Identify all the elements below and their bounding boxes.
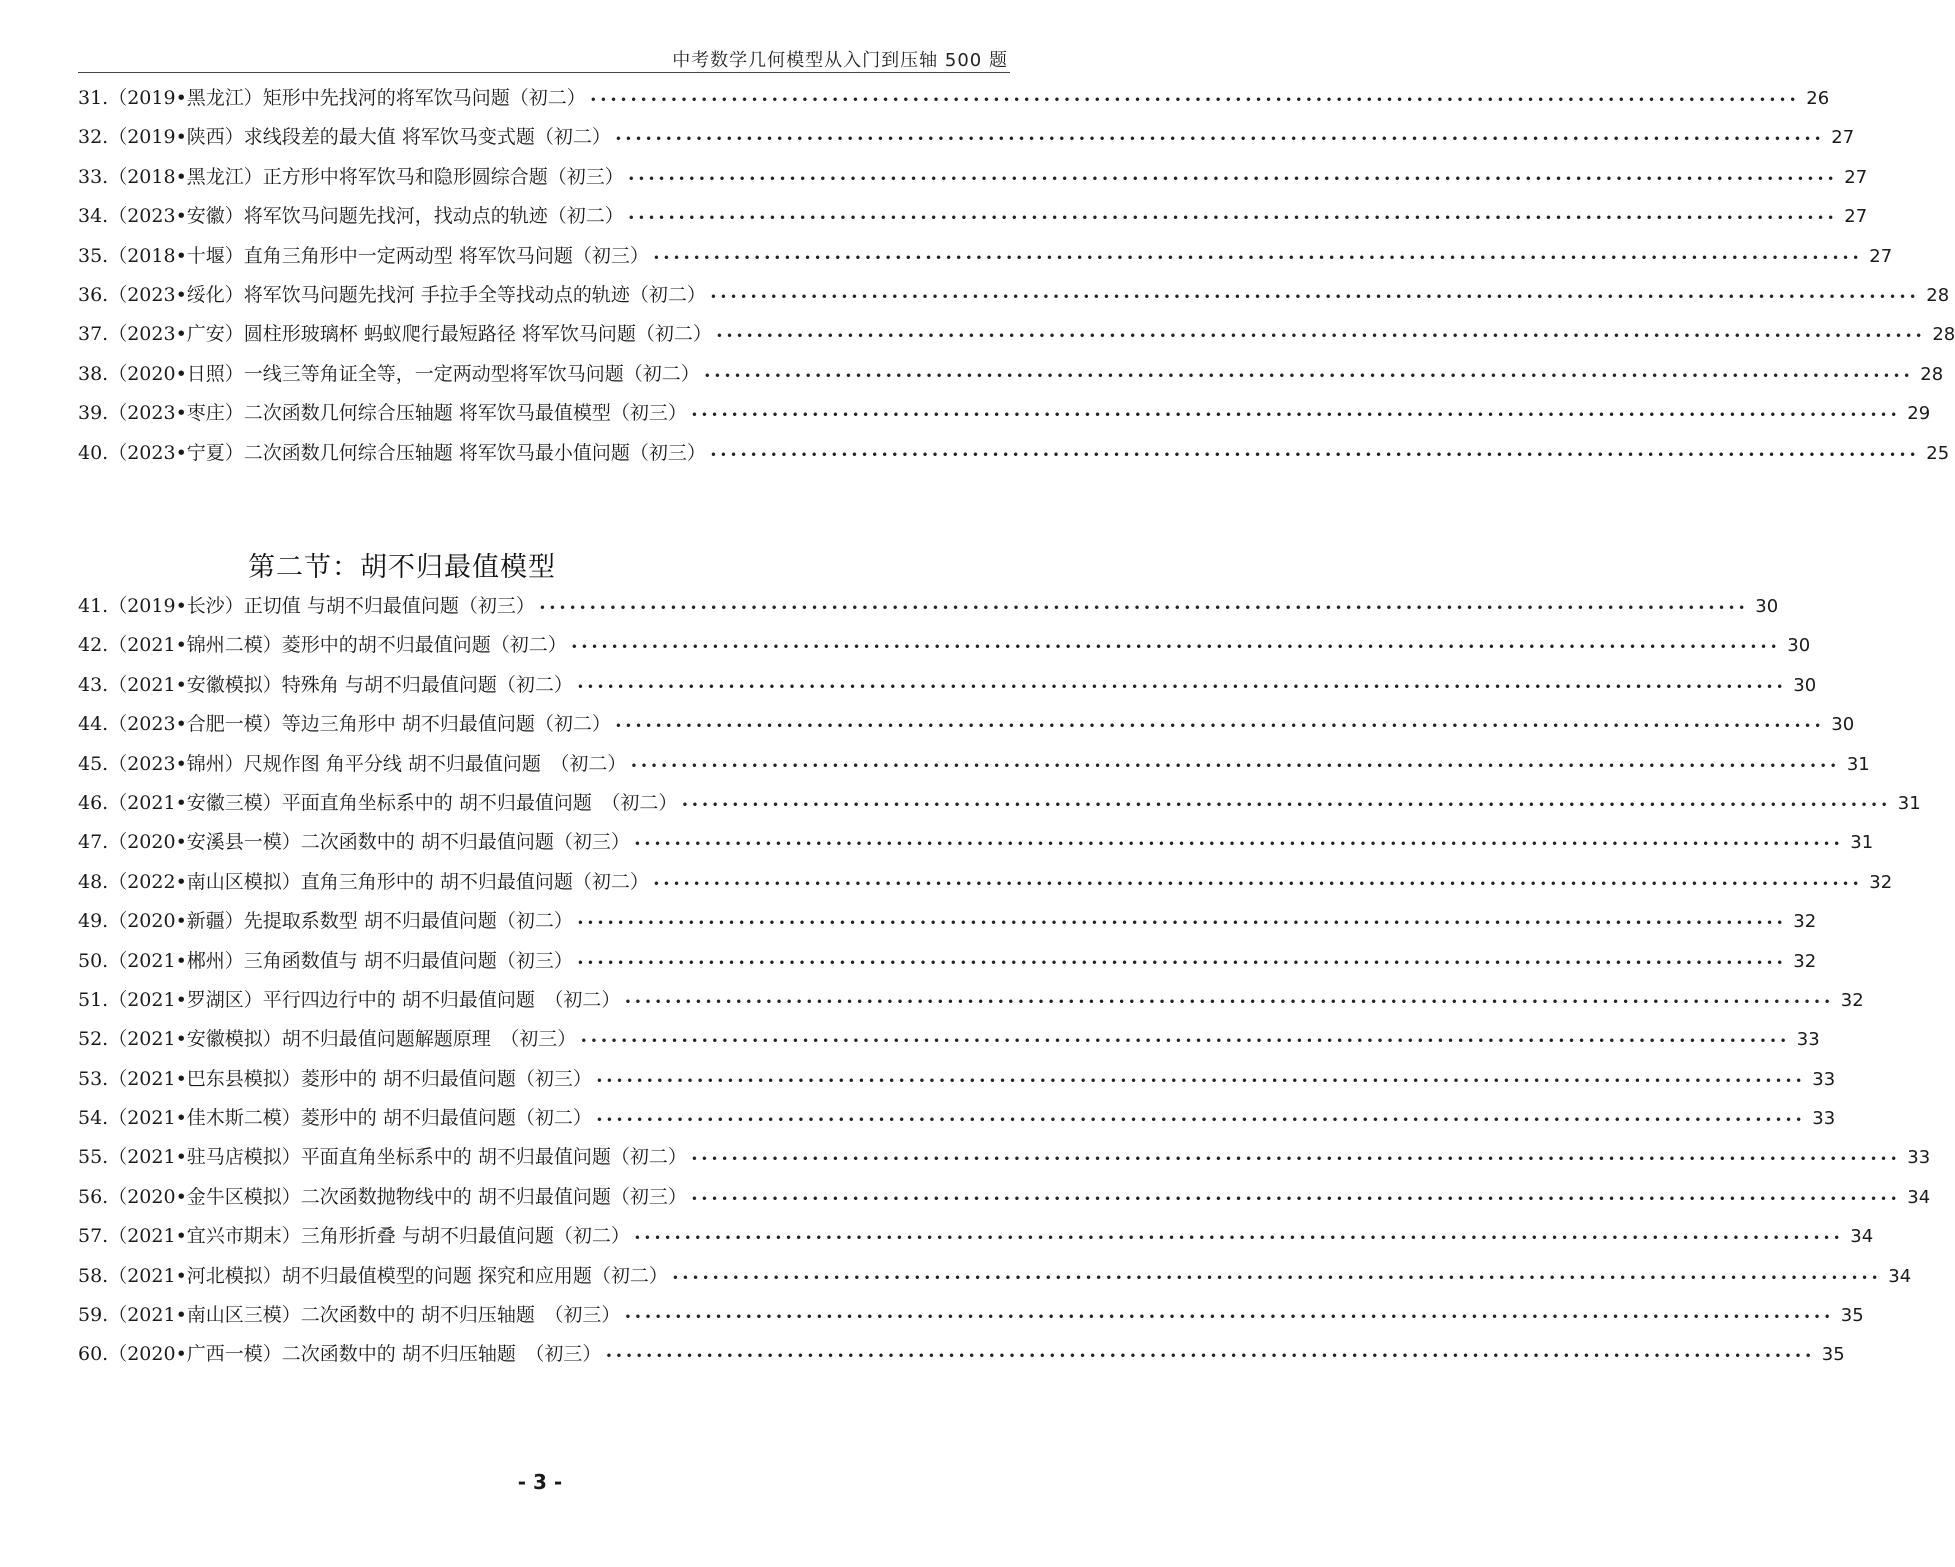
toc-page-number: 28 [1932, 324, 1955, 346]
toc-page-number: 34 [1850, 1226, 1874, 1248]
toc-page-number: 28 [1920, 363, 1944, 385]
dot-leader: •••••••••••••••••••••••••••••••••••••••••••••••••••••••••••••••••••••••••••••••••••••••••••••••••••••••••••••••••••••••• [614, 719, 1825, 734]
toc-entry [78, 1064, 1836, 1103]
dot-leader: •••••••••••••••••••••••••••••••••••••••••••••••••••••••••••••••••••••••••••••••••••••••••••••••••••••••••••••••••••••••• [690, 408, 1901, 423]
toc-entry-text: 50.（2021•郴州）三角函数值与 胡不归最值问题（初三） [78, 949, 573, 972]
toc-page-number: 32 [1793, 950, 1817, 972]
toc-entry [78, 122, 1855, 161]
dot-leader: •••••••••••••••••••••••••••••••••••••••••••••••••••••••••••••••••••••••••••••••••••••••••••••••••••••••••••••••••••••••• [633, 1231, 1844, 1246]
toc-entry [78, 1142, 1931, 1181]
toc-list-part2 [78, 591, 1931, 1379]
section-heading: 第二节：胡不归最值模型 [248, 552, 556, 583]
toc-entry-text: 35.（2018•十堰）直角三角形中一定两动型 将军饮马问题（初三） [78, 244, 649, 267]
toc-page-number: 32 [1869, 871, 1893, 893]
toc-entry-text: 56.（2020•金牛区模拟）二次函数抛物线中的 胡不归最值问题（初三） [78, 1185, 687, 1208]
dot-leader: •••••••••••••••••••••••••••••••••••••••••••••••••••••••••••••••••••••••••••••••••••••••••••••••••••••••••••••••••••••••• [671, 1270, 1882, 1285]
toc-entry-text: 53.（2021•巴东县模拟）菱形中的 胡不归最值问题（初三） [78, 1067, 592, 1090]
toc-page-number: 31 [1846, 753, 1870, 775]
toc-entry [78, 1339, 1845, 1378]
toc-entry-text: 41.（2019•长沙）正切值 与胡不归最值问题（初三） [78, 595, 535, 617]
toc-entry [78, 749, 1870, 788]
toc-page-number: 30 [1831, 714, 1855, 736]
dot-leader: •••••••••••••••••••••••••••••••••••••••••••••••••••••••••••••••••••••••••••••••••••••••••••••••••••••••••••••••••••••••• [589, 93, 1800, 107]
toc-page-number: 28 [1926, 284, 1950, 306]
toc-entry-text: 52.（2021•安徽模拟）胡不归最值问题解题原理 （初三） [78, 1028, 577, 1051]
toc-page-number: 30 [1755, 596, 1779, 617]
toc-list-part1 [78, 83, 1955, 477]
toc-entry [78, 906, 1817, 945]
toc-entry-text: 59.（2021•南山区三模）二次函数中的 胡不归压轴题 （初三） [78, 1304, 621, 1327]
toc-entry-text: 54.（2021•佳木斯二模）菱形中的 胡不归最值问题（初二） [78, 1107, 592, 1130]
toc-entry-text: 32.（2019•陕西）求线段差的最大值 将军饮马变式题（初二） [78, 126, 611, 149]
dot-leader: •••••••••••••••••••••••••••••••••••••••••••••••••••••••••••••••••••••••••••••••••••••••••••••••••••••••••••••••••••••••• [715, 329, 1926, 344]
toc-entry-text: 45.（2023•锦州）尺规作图 角平分线 胡不归最值问题 （初二） [78, 752, 627, 775]
dot-leader: •••••••••••••••••••••••••••••••••••••••••••••••••••••••••••••••••••••••••••••••••••••••••••••••••••••••••••••••••••••••• [576, 916, 1787, 931]
toc-entry [78, 359, 1944, 398]
toc-page-number: 27 [1844, 206, 1868, 228]
dot-leader: •••••••••••••••••••••••••••••••••••••••••••••••••••••••••••••••••••••••••••••••••••••••••••••••••••••••••••••••••••••••• [630, 758, 1840, 773]
toc-entry [78, 319, 1955, 358]
toc-entry [78, 946, 1817, 985]
dot-leader: •••••••••••••••••••••••••••••••••••••••••••••••••••••••••••••••••••••••••••••••••••••••••••••••••••••••••••••••••••••••• [624, 1310, 1834, 1325]
toc-page-number: 29 [1907, 403, 1931, 425]
dot-leader: •••••••••••••••••••••••••••••••••••••••••••••••••••••••••••••••••••••••••••••••••••••••••••••••••••••••••••••••••••••••• [690, 1191, 1901, 1206]
toc-entry [78, 1182, 1931, 1221]
dot-leader: •••••••••••••••••••••••••••••••••••••••••••••••••••••••••••••••••••••••••••••••••••••••••••••••••••••••••••••••••••••••• [595, 1073, 1806, 1088]
toc-entry-text: 44.（2023•合肥一模）等边三角形中 胡不归最值问题（初二） [78, 713, 611, 736]
toc-entry-text: 40.（2023•宁夏）二次函数几何综合压轴题 将军饮马最小值问题（初三） [78, 441, 706, 464]
toc-page-number: 33 [1907, 1147, 1931, 1169]
dot-leader: •••••••••••••••••••••••••••••••••••••••••••••••••••••••••••••••••••••••••••••••••••••••••••••••••••••••••••••••••••••••• [624, 994, 1834, 1009]
dot-leader: •••••••••••••••••••••••••••••••••••••••••••••••••••••••••••••••••••••••••••••••••••••••••••••••••••••••••••••••••••••••• [570, 640, 1781, 655]
dot-leader: •••••••••••••••••••••••••••••••••••••••••••••••••••••••••••••••••••••••••••••••••••••••••••••••••••••••••••••••••••••••• [690, 1152, 1901, 1167]
dot-leader: •••••••••••••••••••••••••••••••••••••••••••••••••••••••••••••••••••••••••••••••••••••••••••••••••••••••••••••••••••••••• [652, 250, 1863, 265]
toc-entry [78, 1261, 1912, 1300]
toc-entry [78, 83, 1830, 122]
toc-page-number: 25 [1926, 442, 1950, 464]
toc-page-number: 30 [1793, 674, 1817, 696]
toc-page-number: 35 [1840, 1305, 1864, 1327]
toc-page-number: 30 [1787, 635, 1811, 657]
toc-entry [78, 709, 1855, 748]
toc-entry-text: 39.（2023•枣庄）二次函数几何综合压轴题 将军饮马最值模型（初三） [78, 402, 687, 425]
toc-entry-text: 37.（2023•广安）圆柱形玻璃杯 蚂蚁爬行最短路径 将军饮马问题（初二） [78, 323, 712, 346]
toc-page-number: 34 [1888, 1265, 1912, 1287]
toc-entry-text: 55.（2021•驻马店模拟）平面直角坐标系中的 胡不归最值问题（初二） [78, 1146, 687, 1169]
dot-leader: •••••••••••••••••••••••••••••••••••••••••••••••••••••••••••••••••••••••••••••••••••••••••••••••••••••••••••••••••••••••• [633, 837, 1844, 852]
toc-entry [78, 867, 1893, 906]
toc-entry [78, 162, 1868, 201]
toc-entry-text: 43.（2021•安徽模拟）特殊角 与胡不归最值问题（初二） [78, 673, 573, 696]
dot-leader: •••••••••••••••••••••••••••••••••••••••••••••••••••••••••••••••••••••••••••••••••••••••••••••••••••••••••••••••••••••••• [627, 211, 1838, 226]
toc-page-number: 31 [1897, 792, 1921, 814]
toc-page-number: 34 [1907, 1186, 1931, 1208]
toc-entry [78, 591, 1779, 630]
toc-entry-text: 42.（2021•锦州二模）菱形中的胡不归最值问题（初二） [78, 634, 567, 657]
toc-entry [78, 985, 1864, 1024]
toc-entry [78, 1103, 1836, 1142]
toc-entry-text: 48.（2022•南山区模拟）直角三角形中的 胡不归最值问题（初二） [78, 870, 649, 893]
dot-leader: •••••••••••••••••••••••••••••••••••••••••••••••••••••••••••••••••••••••••••••••••••••••••••••••••••••••••••••••••••••••• [652, 876, 1863, 891]
toc-entry [78, 827, 1874, 866]
dot-leader: •••••••••••••••••••••••••••••••••••••••••••••••••••••••••••••••••••••••••••••••••••••••••••••••••••••••••••••••••••••••• [595, 1113, 1806, 1128]
toc-entry [78, 1221, 1874, 1260]
dot-leader: •••••••••••••••••••••••••••••••••••••••••••••••••••••••••••••••••••••••••••••••••••••••••••••••••••••••••••••••••••••••• [614, 132, 1825, 147]
dot-leader: •••••••••••••••••••••••••••••••••••••••••••••••••••••••••••••••••••••••••••••••••••••••••••••••••••••••••••••••••••••••• [681, 797, 1891, 812]
header-rule [78, 72, 1010, 73]
dot-leader: •••••••••••••••••••••••••••••••••••••••••••••••••••••••••••••••••••••••••••••••••••••••••••••••••••••••••••••••••••••••• [703, 368, 1914, 383]
toc-page-number: 32 [1840, 989, 1864, 1011]
toc-entry-text: 58.（2021•河北模拟）胡不归最值模型的问题 探究和应用题（初二） [78, 1264, 668, 1287]
dot-leader: •••••••••••••••••••••••••••••••••••••••••••••••••••••••••••••••••••••••••••••••••••••••••••••••••••••••••••••••••••••••• [538, 601, 1749, 615]
toc-page-number: 33 [1796, 1029, 1820, 1051]
toc-page-number: 27 [1831, 127, 1855, 149]
dot-leader: •••••••••••••••••••••••••••••••••••••••••••••••••••••••••••••••••••••••••••••••••••••••••••••••••••••••••••••••••••••••• [576, 955, 1787, 970]
toc-entry-text: 34.（2023•安徽）将军饮马问题先找河，找动点的轨迹（初二） [78, 205, 624, 228]
toc-entry [78, 670, 1817, 709]
toc-entry [78, 1300, 1864, 1339]
toc-page-number: 33 [1812, 1068, 1836, 1090]
toc-entry-text: 49.（2020•新疆）先提取系数型 胡不归最值问题（初二） [78, 910, 573, 933]
toc-entry-text: 57.（2021•宜兴市期末）三角形折叠 与胡不归最值问题（初二） [78, 1225, 630, 1248]
toc-page-number: 33 [1812, 1108, 1836, 1130]
toc-entry-text: 36.（2023•绥化）将军饮马问题先找河 手拉手全等找动点的轨迹（初二） [78, 283, 706, 306]
toc-page-number: 32 [1793, 911, 1817, 933]
toc-entry-text: 31.（2019•黑龙江）矩形中先找河的将军饮马问题（初二） [78, 87, 586, 109]
toc-entry [78, 1024, 1820, 1063]
toc-page-number: 35 [1821, 1344, 1845, 1366]
dot-leader: •••••••••••••••••••••••••••••••••••••••••••••••••••••••••••••••••••••••••••••••••••••••••••••••••••••••••••••••••••••••• [580, 1034, 1790, 1049]
dot-leader: •••••••••••••••••••••••••••••••••••••••••••••••••••••••••••••••••••••••••••••••••••••••••••••••••••••••••••••••••••••••• [709, 447, 1920, 462]
toc-entry [78, 788, 1921, 827]
dot-leader: •••••••••••••••••••••••••••••••••••••••••••••••••••••••••••••••••••••••••••••••••••••••••••••••••••••••••••••••••••••••• [709, 289, 1920, 304]
toc-entry-text: 38.（2020•日照）一线三等角证全等，一定两动型将军饮马问题（初二） [78, 362, 700, 385]
toc-entry [78, 201, 1868, 240]
toc-entry-text: 60.（2020•广西一模）二次函数中的 胡不归压轴题 （初三） [78, 1343, 602, 1366]
toc-entry-text: 33.（2018•黑龙江）正方形中将军饮马和隐形圆综合题（初三） [78, 165, 624, 188]
toc-entry-text: 51.（2021•罗湖区）平行四边行中的 胡不归最值问题 （初二） [78, 988, 621, 1011]
toc-entry [78, 398, 1931, 437]
toc-page-number: 31 [1850, 832, 1874, 854]
page-number-footer: - 3 - [517, 1470, 563, 1494]
dot-leader: •••••••••••••••••••••••••••••••••••••••••••••••••••••••••••••••••••••••••••••••••••••••••••••••••••••••••••••••••••••••• [576, 679, 1787, 694]
toc-page-number: 26 [1806, 88, 1830, 109]
running-header-title: 中考数学几何模型从入门到压轴 500 题 [672, 50, 1008, 71]
dot-leader: •••••••••••••••••••••••••••••••••••••••••••••••••••••••••••••••••••••••••••••••••••••••••••••••••••••••••••••••••••••••• [627, 171, 1838, 186]
toc-entry-text: 47.（2020•安溪县一模）二次函数中的 胡不归最值问题（初三） [78, 831, 630, 854]
toc-page-number: 27 [1869, 245, 1893, 267]
toc-entry-text: 46.（2021•安徽三模）平面直角坐标系中的 胡不归最值问题 （初二） [78, 791, 678, 814]
toc-entry [78, 438, 1950, 477]
toc-entry [78, 241, 1893, 280]
dot-leader: •••••••••••••••••••••••••••••••••••••••••••••••••••••••••••••••••••••••••••••••••••••••••••••••••••••••••••••••••••••••• [605, 1349, 1815, 1364]
toc-entry [78, 280, 1950, 319]
toc-page-number: 27 [1844, 166, 1868, 188]
toc-entry [78, 630, 1811, 669]
